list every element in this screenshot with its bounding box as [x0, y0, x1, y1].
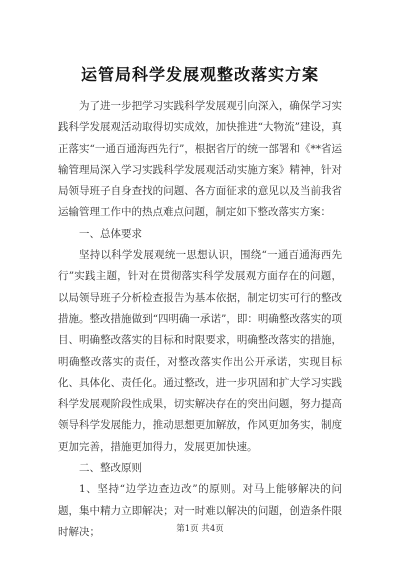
principle-1-paragraph: 1、坚持“边学边查边改”的原则。对马上能够解决的问题，集中精力立即解决；对一时难以解决的问题，创造条件限时解决；	[58, 483, 342, 538]
page-footer	[0, 522, 400, 534]
page-number-label: 第1页 共4页	[176, 524, 224, 534]
section-heading-rectification-principles: 二、整改原则	[79, 462, 142, 475]
general-requirements-paragraph: 坚持以科学发展观统一思想认识，围绕“一通百通海西先行”实践主题，针对在贯彻落实科学发展观方面存在的问题，以局领导班子分析检查报告为基本依据，制定切实可行的整改措施。整改措施做到“四明确一承诺”，即：明确整改落实的项目、明确整改落实的目标和时限要求，明确整改落实的措施，明确整改落实的责任，对整改落实作出公开承诺，实现目标化、具体化、责任化。通过整改，进一步巩固和扩大学习实践科学发展观阶段性成果，切实解决存在的突出问题，努力提高领导科学发展能力，推动思想更加解放，作风更加务实，制度更加完善，措施更加得力，发展更加快速。	[58, 249, 342, 453]
document-title: 运管局科学发展观整改落实方案	[80, 65, 319, 84]
section-heading-general-requirements: 一、总体要求	[79, 227, 142, 240]
document-body	[58, 96, 342, 543]
intro-paragraph: 为了进一步把学习实践科学发展观引向深入，确保学习实践科学发展观活动取得切实成效，加快推进“大物流”建设，真正落实“一通百通海西先行”，根据省厅的统一部署和《**省运输管理局深入学习实践科学发展观活动实施方案》精神，针对局领导班子自身查找的问题、各方面征求的意见以及当前我省运输管理工作中的热点难点问题，制定如下整改落实方案：	[58, 100, 342, 219]
